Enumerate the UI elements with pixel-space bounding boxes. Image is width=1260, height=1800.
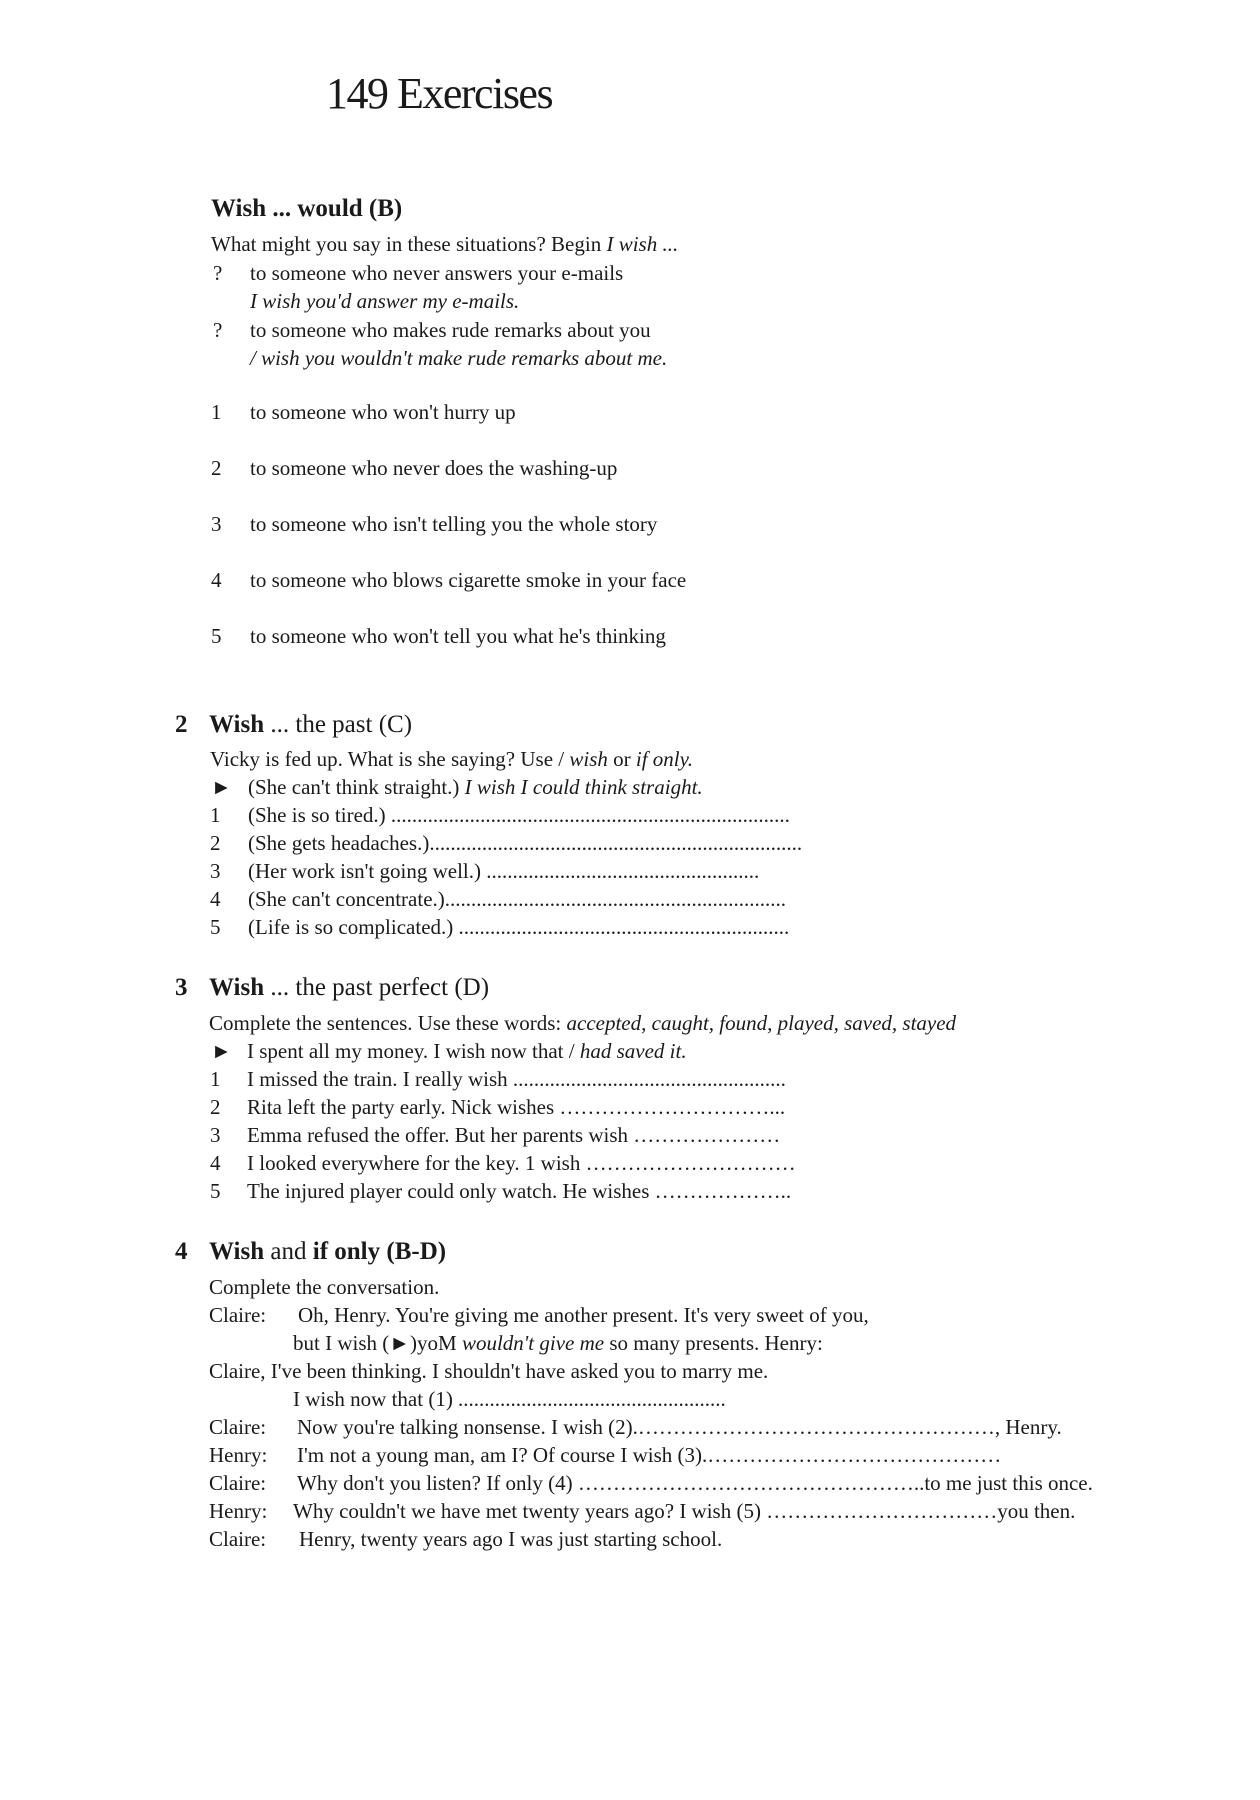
s1-item-text: to someone who won't hurry up — [250, 400, 516, 424]
dialogue-text: so many presents. Henry: — [604, 1331, 823, 1355]
example-arrow-icon: ► — [211, 1039, 232, 1063]
dialogue-speaker: Claire: — [209, 1415, 267, 1439]
s2-item-text: (She is so tired.) ............................................................................ — [248, 803, 790, 827]
section-3-heading — [209, 973, 489, 1003]
dialogue-speaker: Henry: — [209, 1443, 268, 1467]
dialogue-example-answer: wouldn't give me — [461, 1331, 605, 1355]
s3-item-number: 3 — [210, 1123, 221, 1147]
instruction-text: Vicky is fed up. What is she saying? Use / — [210, 747, 570, 771]
dialogue-line: Now you're talking nonsense. I wish (2).……………………………………………, Henry. — [297, 1415, 1062, 1439]
example-arrow-icon: ► — [211, 775, 232, 799]
example-prompt: I spent all my money. I wish now that / — [247, 1039, 580, 1063]
section-3-instruction — [209, 1010, 956, 1036]
s3-item-text: Rita left the party early. Nick wishes …………………………... — [247, 1095, 786, 1119]
example-1-answer: I wish you'd answer my e-mails. — [250, 289, 520, 313]
section-2-example — [248, 774, 703, 800]
instruction-italic: if only. — [635, 747, 694, 771]
heading-rest: ... the past perfect (D) — [264, 974, 490, 1001]
s2-item-number: 1 — [210, 803, 221, 827]
s2-item-number: 5 — [210, 915, 221, 939]
s2-item-text: (Life is so complicated.) ............................................................... — [248, 915, 790, 939]
section-4-instruction: Complete the conversation. — [209, 1275, 440, 1299]
heading-bold: Wish — [209, 711, 265, 738]
section-1-instruction — [211, 231, 678, 257]
dialogue-line — [293, 1330, 823, 1356]
s2-item-number: 2 — [210, 831, 221, 855]
s3-item-number: 2 — [210, 1095, 221, 1119]
instruction-italic: wish — [569, 747, 608, 771]
page-title: 149 Exercises — [326, 69, 553, 118]
s1-item-text: to someone who isn't telling you the whole story — [250, 512, 658, 536]
example-1-mark: ? — [213, 261, 223, 285]
instruction-text: Complete the sentences. Use these words: — [209, 1011, 567, 1035]
s3-item-text: The injured player could only watch. He wishes ……………….. — [247, 1179, 792, 1203]
dialogue-line: Why don't you listen? If only (4) …………………………………………..to me just this once. — [297, 1471, 1093, 1495]
s1-item-text: to someone who blows cigarette smoke in your face — [250, 568, 687, 592]
s3-item-number: 1 — [210, 1067, 221, 1091]
s2-item-text: (She can't concentrate.)................................................................. — [248, 887, 787, 911]
dialogue-line: Henry, twenty years ago I was just starting school. — [299, 1527, 723, 1551]
dialogue-line: I wish now that (1) ................................................... — [293, 1387, 726, 1411]
heading-bold: if only (B-D) — [312, 1238, 447, 1265]
heading-bold: Wish — [209, 1238, 265, 1265]
s3-item-text: I looked everywhere for the key. 1 wish ………………………… — [247, 1151, 796, 1175]
section-2-instruction — [210, 746, 693, 772]
example-2-answer: / wish you wouldn't make rude remarks about me. — [250, 346, 668, 370]
section-4-number: 4 — [175, 1238, 188, 1265]
example-answer: I wish I could think straight. — [464, 775, 703, 799]
dialogue-line: Oh, Henry. You're giving me another present. It's very sweet of you, — [298, 1303, 869, 1327]
example-2-prompt: to someone who makes rude remarks about you — [250, 318, 651, 342]
heading-rest: and — [264, 1238, 313, 1265]
example-2-mark: ? — [213, 318, 223, 342]
section-2-number: 2 — [175, 711, 188, 738]
example-1-prompt: to someone who never answers your e-mails — [250, 261, 624, 285]
s1-item-number: 4 — [211, 568, 222, 592]
s2-item-text: (Her work isn't going well.) .................................................... — [248, 859, 760, 883]
instruction-text: or — [607, 747, 636, 771]
instruction-italic: I wish ... — [606, 232, 679, 256]
instruction-text: What might you say in these situations? Begin — [211, 232, 607, 256]
s2-item-number: 4 — [210, 887, 221, 911]
s3-item-number: 5 — [210, 1179, 221, 1203]
s1-item-number: 1 — [211, 400, 222, 424]
dialogue-text: but I wish (►)yoM — [293, 1331, 462, 1355]
s2-item-number: 3 — [210, 859, 221, 883]
dialogue-speaker: Claire: — [209, 1527, 267, 1551]
section-3-example — [247, 1038, 687, 1064]
s1-item-number: 3 — [211, 512, 222, 536]
s1-item-text: to someone who won't tell you what he's thinking — [250, 624, 666, 648]
dialogue-line: Why couldn't we have met twenty years ago? I wish (5) ……………………………you then. — [293, 1499, 1076, 1523]
dialogue-speaker: Claire: — [209, 1303, 267, 1327]
example-answer: had saved it. — [579, 1039, 687, 1063]
section-3-number: 3 — [175, 974, 188, 1001]
s1-item-number: 5 — [211, 624, 222, 648]
dialogue-speaker: Henry: — [209, 1499, 268, 1523]
s1-item-text: to someone who never does the washing-up — [250, 456, 618, 480]
s3-item-number: 4 — [210, 1151, 221, 1175]
dialogue-line: Claire, I've been thinking. I shouldn't have asked you to marry me. — [209, 1359, 769, 1383]
section-2-heading — [209, 710, 412, 740]
s1-item-number: 2 — [211, 456, 222, 480]
dialogue-line: I'm not a young man, am I? Of course I wish (3).…………………………………… — [297, 1443, 1002, 1467]
dialogue-speaker: Claire: — [209, 1471, 267, 1495]
example-prompt: (She can't think straight.) — [248, 775, 465, 799]
s3-item-text: Emma refused the offer. But her parents wish ………………… — [247, 1123, 781, 1147]
s3-item-text: I missed the train. I really wish .................................................... — [247, 1067, 786, 1091]
section-4-heading — [209, 1237, 446, 1267]
section-1-heading: Wish ... would (B) — [211, 195, 403, 222]
heading-bold: Wish — [209, 974, 265, 1001]
word-list: accepted, caught, found, played, saved, stayed — [566, 1011, 957, 1035]
s2-item-text: (She gets headaches.)....................................................................... — [248, 831, 803, 855]
heading-rest: ... the past (C) — [264, 711, 413, 738]
